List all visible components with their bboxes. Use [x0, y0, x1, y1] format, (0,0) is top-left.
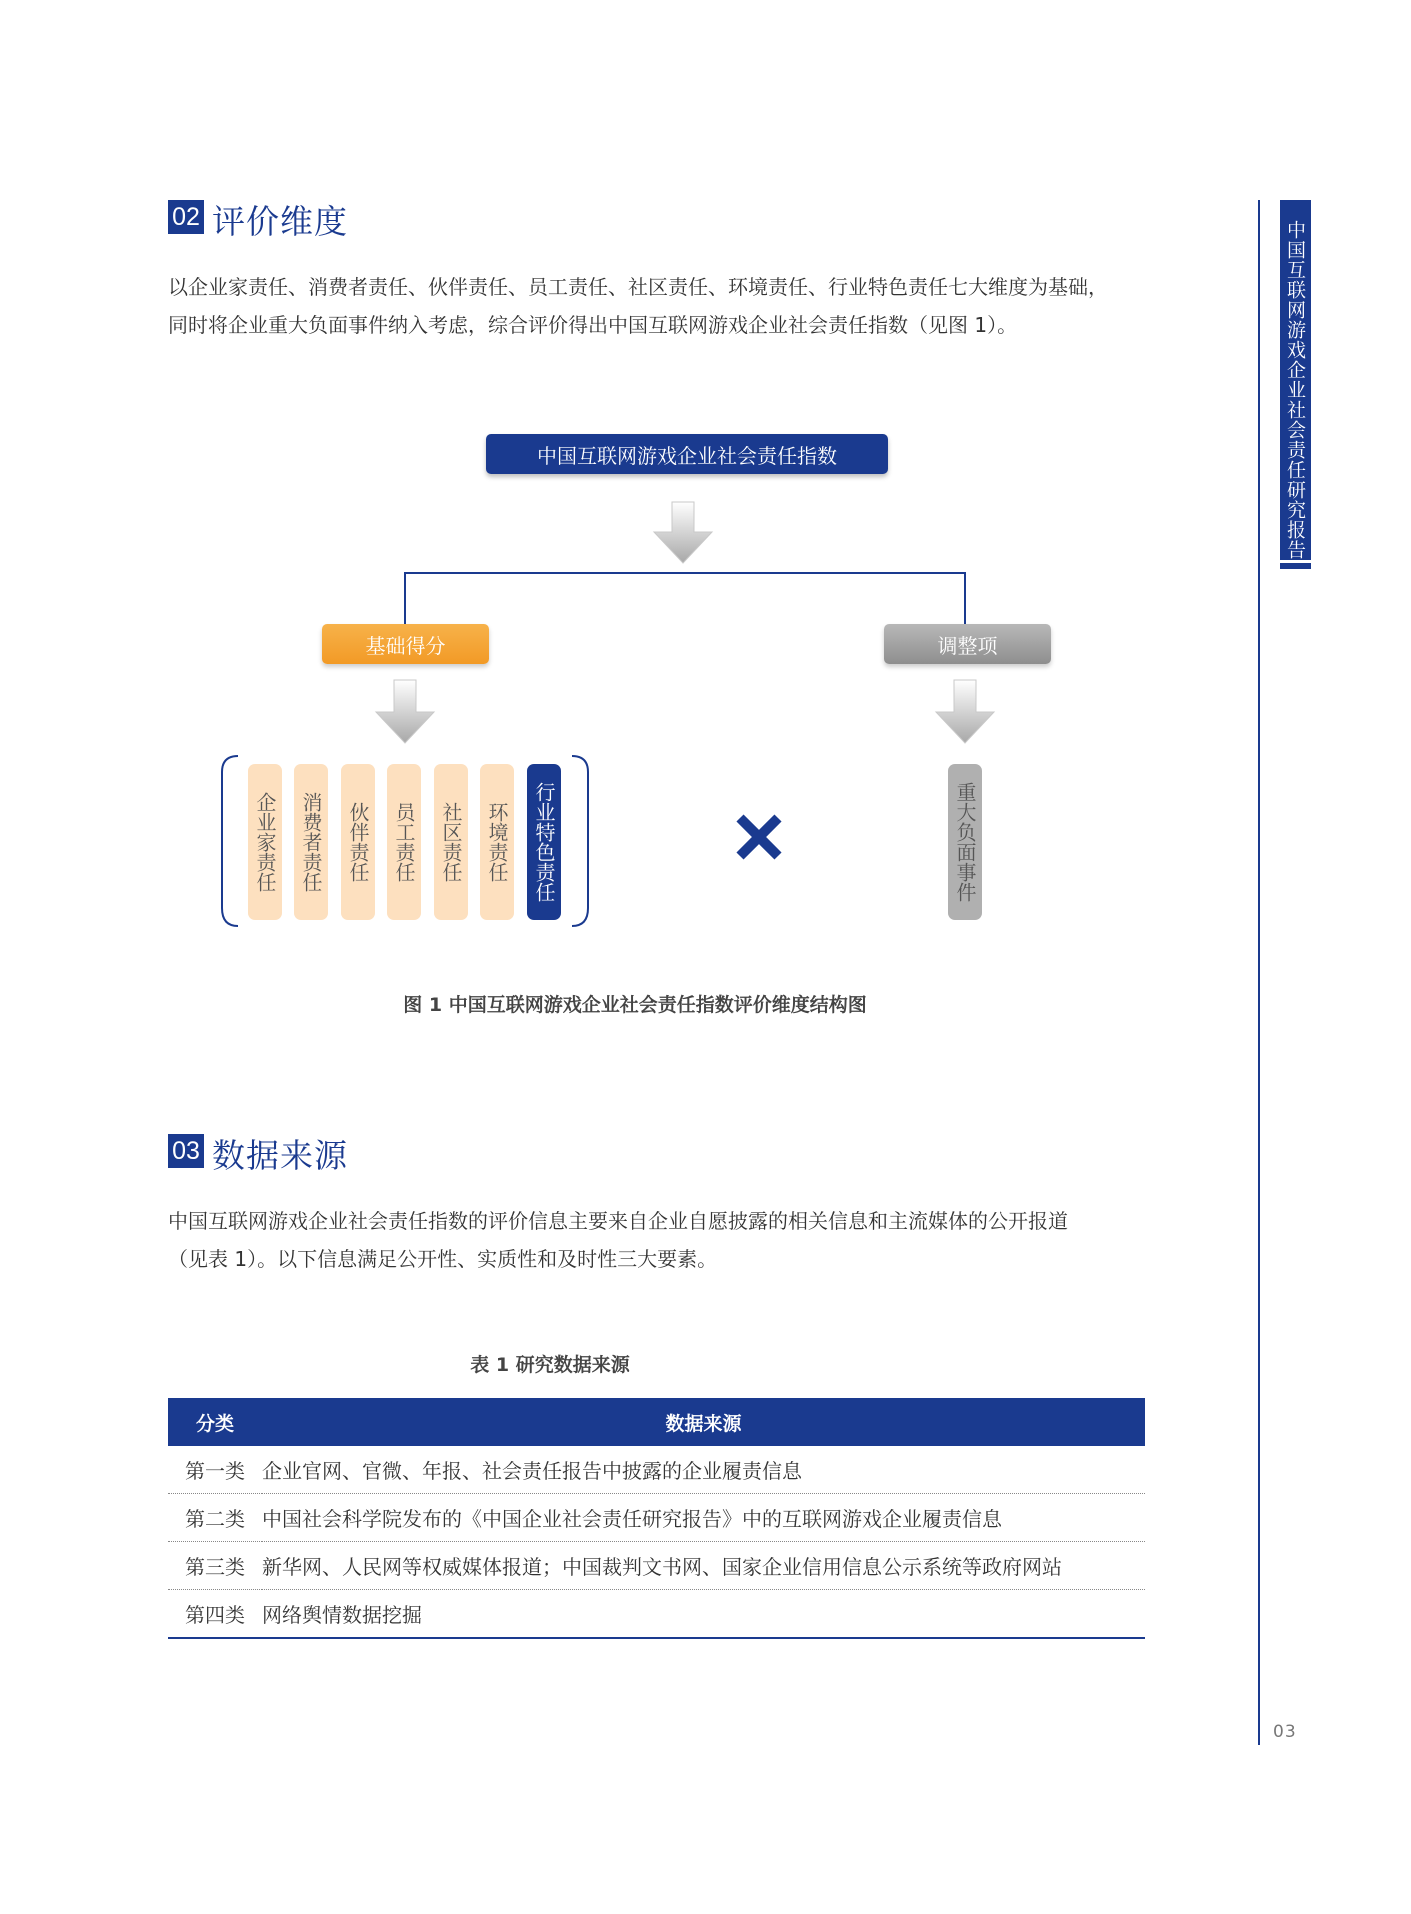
category-cell: 第一类 [168, 1446, 262, 1494]
section-number: 03 [168, 1134, 204, 1168]
data-source-table [168, 1398, 1145, 1639]
table-header-row [168, 1398, 1145, 1446]
header-source: 数据来源 [262, 1398, 1145, 1446]
header-category: 分类 [168, 1398, 262, 1446]
down-arrow-icon [376, 680, 434, 743]
source-cell: 网络舆情数据挖掘 [262, 1590, 1145, 1639]
dimension-pill: 伙伴责任 [341, 764, 375, 920]
multiply-icon [740, 818, 778, 856]
section-paragraph [168, 1202, 1148, 1278]
paragraph-line: （见表 1）。以下信息满足公开性、实质性和及时性三大要素。 [168, 1247, 718, 1271]
dimension-pill-highlight: 行业特色责任 [527, 764, 561, 920]
left-bracket [222, 756, 238, 926]
dimension-pill: 消费者责任 [294, 764, 328, 920]
section-title: 数据来源 [212, 1136, 348, 1175]
branch-line [405, 573, 965, 624]
dimension-pill: 环境责任 [480, 764, 514, 920]
table-row [168, 1494, 1145, 1542]
table-row [168, 1542, 1145, 1590]
down-arrow-icon [936, 680, 994, 743]
paragraph-line: 以企业家责任、消费者责任、伙伴责任、员工责任、社区责任、环境责任、行业特色责任七大维度为基础， [168, 275, 1108, 299]
dimension-pill: 社区责任 [434, 764, 468, 920]
section-title: 评价维度 [212, 202, 348, 241]
source-cell: 企业官网、官微、年报、社会责任报告中披露的企业履责信息 [262, 1446, 1145, 1494]
category-cell: 第四类 [168, 1590, 262, 1639]
source-cell: 中国社会科学院发布的《中国企业社会责任研究报告》中的互联网游戏企业履责信息 [262, 1494, 1145, 1542]
down-arrow-icon [654, 502, 712, 563]
table-row [168, 1590, 1145, 1639]
source-cell: 新华网、人民网等权威媒体报道；中国裁判文书网、国家企业信用信息公示系统等政府网站 [262, 1542, 1145, 1590]
figure-caption: 图 1 中国互联网游戏企业社会责任指数评价维度结构图 [403, 994, 867, 1016]
basic-score-box: 基础得分 [322, 624, 489, 664]
right-bracket [572, 756, 588, 926]
paragraph-line: 同时将企业重大负面事件纳入考虑，综合评价得出中国互联网游戏企业社会责任指数（见图 1）。 [168, 313, 1018, 337]
dimension-pill: 员工责任 [387, 764, 421, 920]
adjustment-box: 调整项 [884, 624, 1051, 664]
category-cell: 第三类 [168, 1542, 262, 1590]
dimension-pill: 企业家责任 [248, 764, 282, 920]
page-number: 03 [1273, 1722, 1297, 1742]
category-cell: 第二类 [168, 1494, 262, 1542]
table-caption: 表 1 研究数据来源 [470, 1354, 630, 1376]
negative-event-pill: 重大负面事件 [948, 764, 982, 920]
section-number: 02 [168, 200, 204, 234]
report-side-title: 中国互联网游戏企业社会责任研究报告 [1280, 200, 1311, 560]
paragraph-line: 中国互联网游戏企业社会责任指数的评价信息主要来自企业自愿披露的相关信息和主流媒体的公开报道 [168, 1209, 1068, 1233]
index-box: 中国互联网游戏企业社会责任指数 [486, 434, 888, 474]
table-row [168, 1446, 1145, 1494]
